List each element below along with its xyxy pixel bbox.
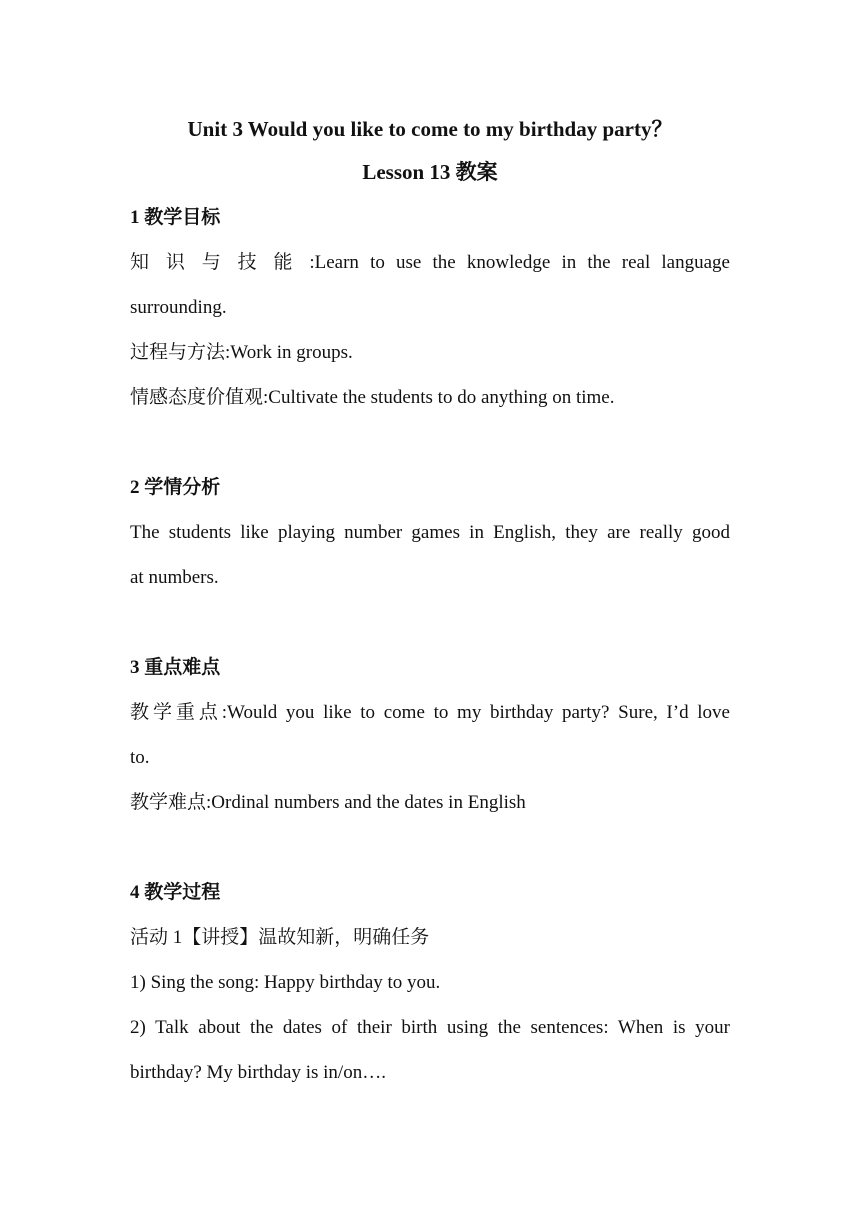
analysis-line-2: at numbers. bbox=[130, 567, 219, 588]
section-heading-process: 4 教学过程 bbox=[130, 882, 221, 903]
key-point-line-continued: to. bbox=[130, 747, 150, 768]
document-title: Unit 3 Would you like to come to my birthday party？ bbox=[187, 117, 673, 141]
objective-label: 知识与技能 bbox=[130, 252, 310, 273]
objective-text: :Learn to use the knowledge in the real language bbox=[309, 252, 730, 273]
process-activity-title: 活动 1【讲授】温故知新，明确任务 bbox=[130, 927, 430, 948]
process-step-2-continued: birthday? My birthday is in/on…. bbox=[130, 1062, 386, 1083]
objective-knowledge-skills-continued: surrounding. bbox=[130, 297, 227, 318]
process-step-2: 2) Talk about the dates of their birth using the sentences: When is your bbox=[130, 1017, 730, 1038]
objective-knowledge-skills bbox=[130, 251, 730, 275]
objective-values: 情感态度价值观:Cultivate the students to do anything on time. bbox=[130, 387, 615, 408]
section-heading-analysis: 2 学情分析 bbox=[130, 477, 221, 498]
section-heading-objectives: 1 教学目标 bbox=[130, 207, 221, 228]
objective-process-method: 过程与方法:Work in groups. bbox=[130, 342, 353, 363]
process-step-1: 1) Sing the song: Happy birthday to you. bbox=[130, 972, 441, 993]
difficult-point-line: 教学难点:Ordinal numbers and the dates in English bbox=[130, 792, 526, 813]
analysis-line-1: The students like playing number games in English, they are really good bbox=[130, 522, 730, 543]
document-subtitle: Lesson 13 教案 bbox=[362, 160, 498, 184]
key-point-line: 教学重点:Would you like to come to my birthday party? Sure, I’d love bbox=[130, 702, 730, 723]
section-heading-key-points: 3 重点难点 bbox=[130, 657, 221, 678]
